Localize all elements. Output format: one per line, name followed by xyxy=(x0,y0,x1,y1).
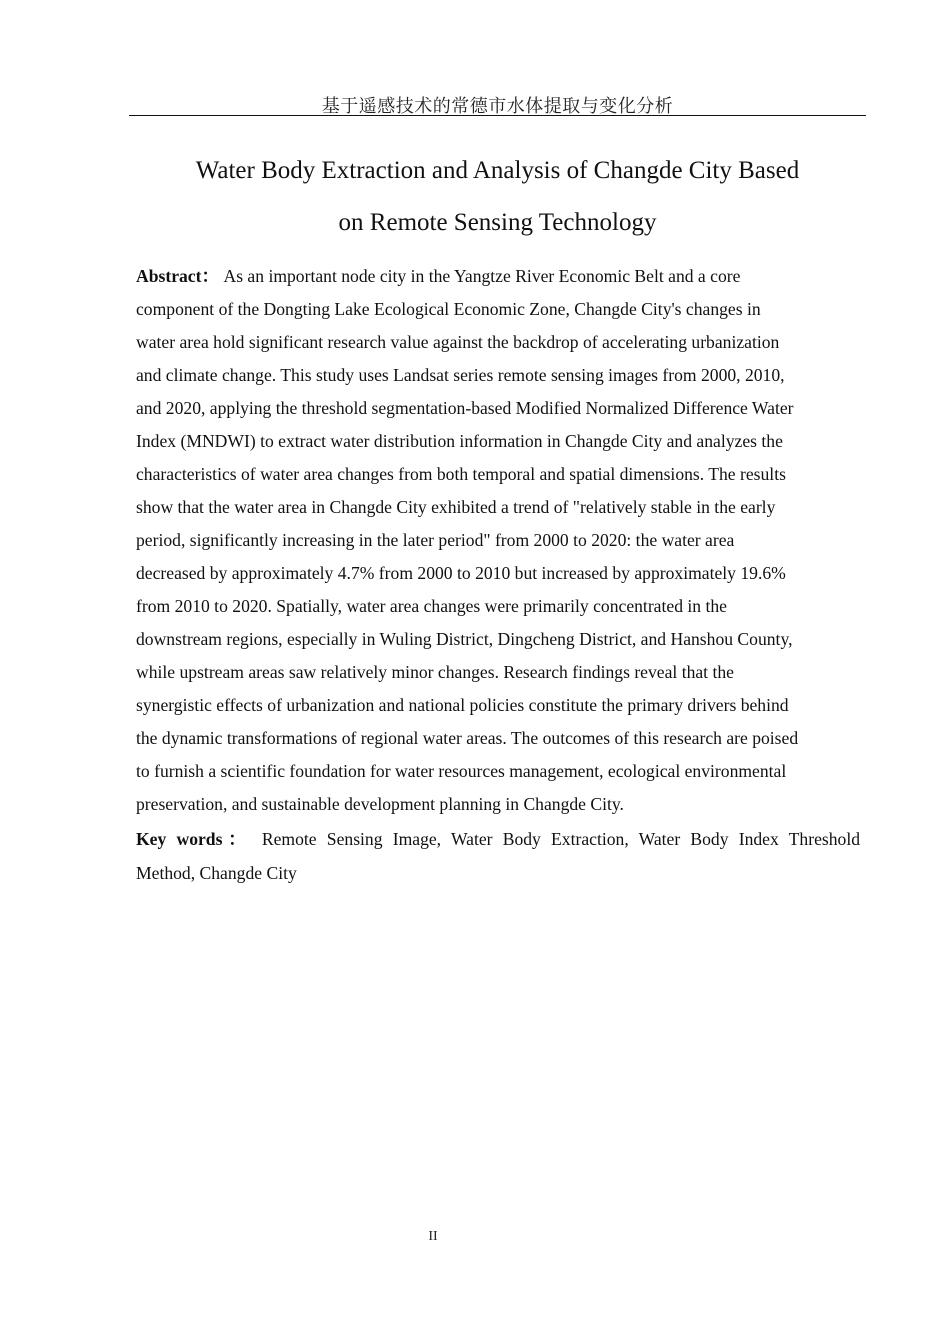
keywords-line: Method, Changde City xyxy=(136,863,297,883)
abstract-line xyxy=(136,260,866,293)
header-rule xyxy=(129,115,866,116)
keywords xyxy=(136,822,860,890)
running-header: 基于遥感技术的常德市水体提取与变化分析 xyxy=(321,96,674,117)
abstract-line: Index (MNDWI) to extract water distribution information in Changde City and analyzes the xyxy=(136,431,783,451)
abstract-line: water area hold significant research value against the backdrop of accelerating urbanization xyxy=(136,332,780,352)
abstract-label: Abstract： xyxy=(136,266,220,286)
abstract-line: from 2010 to 2020. Spatially, water area changes were primarily concentrated in the xyxy=(136,596,727,616)
keywords-label: Key words： xyxy=(136,829,252,849)
abstract-line: while upstream areas saw relatively minor changes. Research findings reveal that the xyxy=(136,662,734,682)
abstract-line: decreased by approximately 4.7% from 2000 to 2010 but increased by approximately 19.6% xyxy=(136,563,786,583)
keywords-text: Remote Sensing Image, Water Body Extraction, Water Body Index Threshold xyxy=(261,829,860,849)
abstract-line: the dynamic transformations of regional water areas. The outcomes of this research are poised xyxy=(136,728,799,748)
abstract-line: downstream regions, especially in Wuling District, Dingcheng District, and Hanshou County, xyxy=(136,629,793,649)
abstract-line: preservation, and sustainable development planning in Changde City. xyxy=(136,794,624,814)
abstract-line: show that the water area in Changde City exhibited a trend of "relatively stable in the early xyxy=(136,497,776,517)
keywords-line xyxy=(136,822,860,856)
abstract-line: to furnish a scientific foundation for water resources management, ecological environmental xyxy=(136,761,787,781)
abstract xyxy=(136,260,866,821)
abstract-line: and climate change. This study uses Landsat series remote sensing images from 2000, 2010, xyxy=(136,365,785,385)
page-number: II xyxy=(428,1229,438,1244)
abstract-line: component of the Dongting Lake Ecological Economic Zone, Changde City's changes in xyxy=(136,299,761,319)
paper-title-line-1: Water Body Extraction and Analysis of Changde City Based xyxy=(195,157,800,184)
abstract-line: and 2020, applying the threshold segmentation-based Modified Normalized Difference Water xyxy=(136,398,794,418)
paper-title-line-2: on Remote Sensing Technology xyxy=(338,209,657,236)
abstract-line: characteristics of water area changes from both temporal and spatial dimensions. The results xyxy=(136,464,786,484)
abstract-line: synergistic effects of urbanization and national policies constitute the primary drivers behind xyxy=(136,695,789,715)
abstract-line: period, significantly increasing in the later period" from 2000 to 2020: the water area xyxy=(136,530,735,550)
abstract-text: As an important node city in the Yangtze River Economic Belt and a core xyxy=(223,266,741,286)
